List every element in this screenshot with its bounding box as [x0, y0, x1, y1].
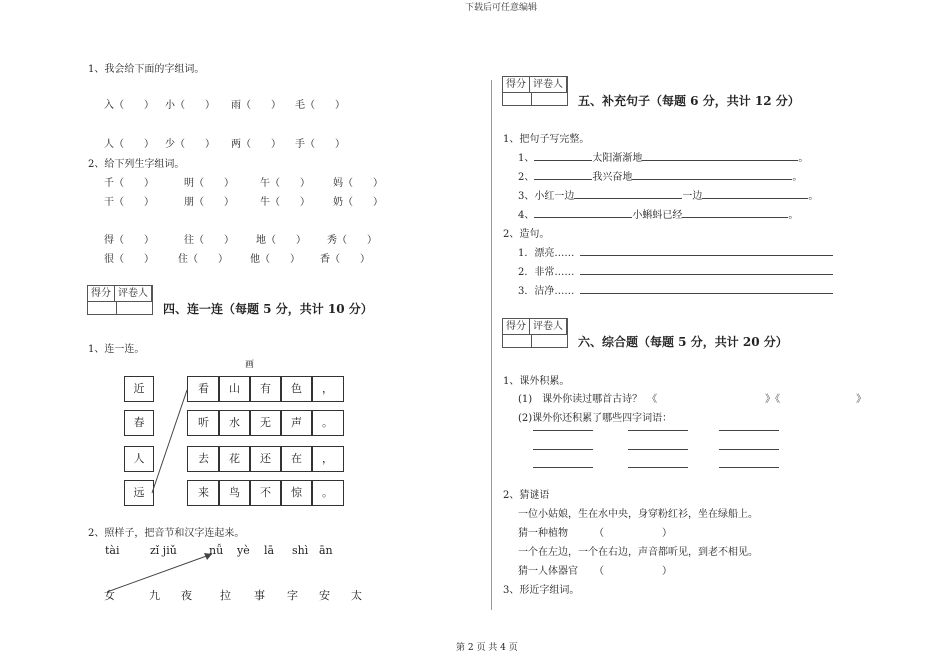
- page-footer: 第 2 页 共 4 页: [456, 643, 518, 653]
- pinyin-item[interactable]: ān: [319, 544, 333, 557]
- blank-line[interactable]: [533, 449, 593, 450]
- poem-grid-cell: 无: [249, 410, 282, 436]
- q2-item: 明（ ）: [184, 178, 234, 189]
- blank-line[interactable]: [580, 284, 833, 294]
- blank-line[interactable]: [628, 430, 688, 431]
- poem-grid-cell: 声: [280, 410, 313, 436]
- poem-grid-cell: 不: [249, 480, 282, 506]
- pinyin-item[interactable]: lā: [264, 544, 275, 557]
- poem-grid-cell: 。: [311, 480, 344, 506]
- q2-item: 香（ ）: [320, 254, 370, 265]
- q2-item: 得（ ）: [104, 235, 154, 246]
- s4-q2-title: 2、照样子，把音节和汉字连起来。: [88, 528, 245, 539]
- poem-grid-cell: 在: [280, 446, 313, 472]
- riddle-text: 一位小姑娘，生在水中央，身穿粉红衫，坐在绿船上。: [518, 509, 758, 520]
- score-label: 得分: [503, 319, 530, 334]
- score-label: 得分: [88, 286, 115, 301]
- poem-grid-cell: 惊: [280, 480, 313, 506]
- q2-item: 秀（ ）: [327, 235, 377, 246]
- blank-line[interactable]: [574, 189, 682, 199]
- poem-char-box[interactable]: 远: [124, 480, 154, 506]
- hanzi-item[interactable]: 安: [319, 589, 330, 602]
- hanzi-item[interactable]: 事: [254, 589, 265, 602]
- blank-line[interactable]: [682, 208, 788, 218]
- poem-grid-cell: 看: [187, 376, 220, 402]
- poem-grid-cell: 还: [249, 446, 282, 472]
- q2-item: 住（ ）: [178, 254, 228, 265]
- q2-item: 地（ ）: [256, 235, 306, 246]
- idiom-question: (2)课外你还积累了哪些四字词语：: [518, 413, 673, 424]
- q1-item: 两（ ）: [231, 139, 281, 150]
- make-sentence-row: 3．洁净……: [518, 282, 833, 297]
- pinyin-item[interactable]: shì: [292, 544, 309, 557]
- hanzi-item[interactable]: 夜: [181, 589, 192, 602]
- poem-grid-cell: 山: [218, 376, 251, 402]
- blank-line[interactable]: [533, 430, 593, 431]
- hanzi-item[interactable]: 女: [104, 589, 115, 602]
- q2-item: 他（ ）: [250, 254, 300, 265]
- blank-line[interactable]: [642, 151, 798, 161]
- section-4-title: 四、连一连（每题 5 分，共计 10 分）: [163, 302, 373, 316]
- score-label: 得分: [503, 77, 530, 92]
- s5-q1-title: 1、把句子写完整。: [503, 134, 590, 145]
- poem-grid-cell: 去: [187, 446, 220, 472]
- blank-line[interactable]: [628, 467, 688, 468]
- sentence-row: 3、小红一边 一边 。: [518, 191, 819, 202]
- q1-title: 1、我会给下面的字组词。: [88, 64, 205, 75]
- s6-q1-title: 1、课外积累。: [503, 376, 570, 387]
- s6-q3-title: 3、形近字组词。: [503, 585, 580, 596]
- hanzi-item[interactable]: 拉: [220, 589, 231, 602]
- score-box: [502, 76, 568, 93]
- q2-item: 千（ ）: [104, 178, 154, 189]
- grader-label: 评卷人: [530, 77, 567, 92]
- blank-line[interactable]: [719, 449, 779, 450]
- poem-char-box[interactable]: 人: [124, 446, 154, 472]
- q2-item: 朋（ ）: [184, 197, 234, 208]
- poem-grid-cell: 鸟: [218, 480, 251, 506]
- blank-line[interactable]: [702, 189, 808, 199]
- poem-grid-cell: ，: [311, 376, 344, 402]
- pinyin-item[interactable]: tài: [105, 544, 120, 557]
- q2-item: 很（ ）: [104, 254, 154, 265]
- q2-item: 干（ ）: [104, 197, 154, 208]
- poem-grid-cell: ，: [311, 446, 344, 472]
- poem-grid-cell: 听: [187, 410, 220, 436]
- score-box: [502, 318, 568, 335]
- q2-item: 牛（ ）: [260, 197, 310, 208]
- riddle-guess: 猜一种植物 （ ）: [518, 528, 672, 539]
- blank-line[interactable]: [580, 265, 833, 275]
- blank-line[interactable]: [628, 449, 688, 450]
- blank-line[interactable]: [534, 151, 592, 161]
- hanzi-item[interactable]: 九: [149, 589, 160, 602]
- section-6-title: 六、综合题（每题 5 分，共计 20 分）: [578, 335, 788, 349]
- blank-line[interactable]: [534, 208, 632, 218]
- s5-q2-title: 2、造句。: [503, 229, 550, 240]
- blank-line[interactable]: [719, 467, 779, 468]
- q2-item: 奶（ ）: [333, 197, 383, 208]
- grader-label: 评卷人: [115, 286, 152, 301]
- section-5-title: 五、补充句子（每题 6 分，共计 12 分）: [578, 94, 800, 108]
- riddle-guess: 猜一人体器官 （ ）: [518, 566, 672, 577]
- s4-q1-title: 1、连一连。: [88, 344, 145, 355]
- sentence-row: 2、 我兴奋地 。: [518, 172, 803, 183]
- q1-item: 小（ ）: [165, 100, 215, 111]
- sentence-row: 1、 太阳渐渐地 。: [518, 153, 809, 164]
- header-note: 下载后可任意编辑: [465, 3, 538, 13]
- poem-grid-cell: 有: [249, 376, 282, 402]
- q1-item: 手（ ）: [295, 139, 345, 150]
- q2-item: 往（ ）: [184, 235, 234, 246]
- blank-line[interactable]: [580, 246, 833, 256]
- blank-line[interactable]: [632, 170, 792, 180]
- pinyin-item[interactable]: yè: [237, 544, 250, 557]
- blank-line[interactable]: [719, 430, 779, 431]
- q1-item: 少（ ）: [165, 139, 215, 150]
- picture-label: 画: [245, 360, 255, 370]
- poem-char-box[interactable]: 春: [124, 410, 154, 436]
- poem-grid-cell: 花: [218, 446, 251, 472]
- q2-item: 午（ ）: [260, 178, 310, 189]
- poem-char-box[interactable]: 近: [124, 376, 154, 402]
- poem-grid-cell: 。: [311, 410, 344, 436]
- poem-question: (1) 课外你读过哪首古诗？ 《 》《 》: [518, 394, 867, 405]
- make-sentence-row: 2．非常……: [518, 263, 833, 278]
- s6-q2-title: 2、猜谜语: [503, 490, 550, 501]
- q2-item: 妈（ ）: [333, 178, 383, 189]
- grader-label: 评卷人: [530, 319, 567, 334]
- hanzi-item[interactable]: 字: [287, 589, 298, 602]
- poem-grid-cell: 色: [280, 376, 313, 402]
- blank-line[interactable]: [533, 467, 593, 468]
- pinyin-item[interactable]: nǚ: [209, 544, 224, 557]
- q1-item: 雨（ ）: [231, 100, 281, 111]
- q1-item: 入（ ）: [104, 100, 154, 111]
- connect-line: [152, 390, 187, 493]
- make-sentence-row: 1．漂亮……: [518, 244, 833, 259]
- poem-grid-cell: 来: [187, 480, 220, 506]
- q1-item: 人（ ）: [104, 139, 154, 150]
- q2-title: 2、给下列生字组词。: [88, 159, 185, 170]
- pinyin-item[interactable]: zǐ jiǔ: [150, 544, 177, 557]
- q1-item: 毛（ ）: [295, 100, 345, 111]
- blank-line[interactable]: [534, 170, 592, 180]
- poem-grid-cell: 水: [218, 410, 251, 436]
- riddle-text: 一个在左边，一个在右边，声音都听见，到老不相见。: [518, 547, 758, 558]
- hanzi-item[interactable]: 太: [351, 589, 362, 602]
- sentence-row: 4、 小蝌蚪已经 。: [518, 210, 799, 221]
